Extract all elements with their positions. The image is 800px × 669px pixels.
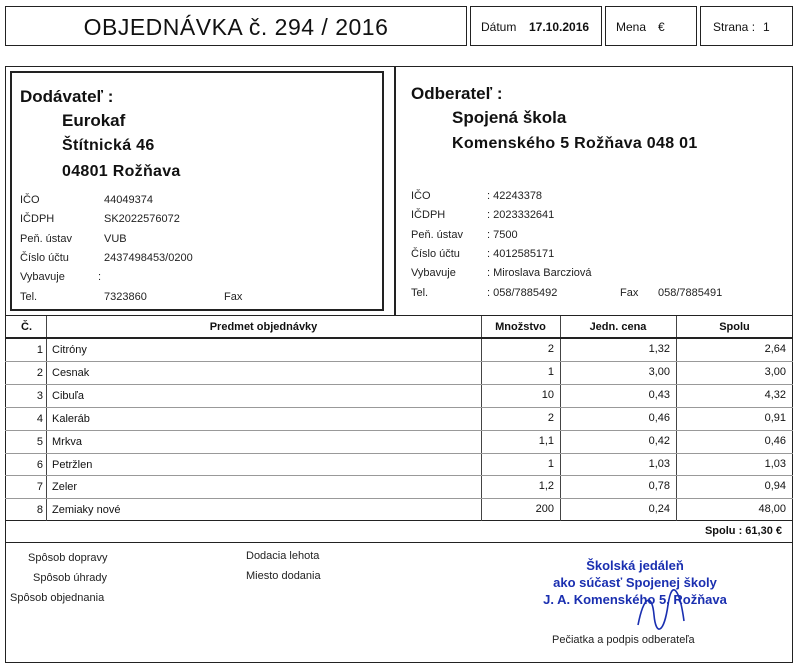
customer-ico-label: IČO [411, 190, 431, 202]
table-row-divider [5, 384, 793, 385]
supplier-city: 04801 Rožňava [62, 163, 181, 180]
supplier-box [10, 71, 384, 311]
row-qty: 1,1 [538, 434, 554, 447]
document-title: OBJEDNÁVKA č. 294 / 2016 [83, 14, 389, 40]
supplier-tel-value: 7323860 [104, 291, 147, 303]
th-price: Jedn. cena [589, 321, 647, 333]
supplier-street: Štítnická 46 [62, 137, 155, 154]
customer-ico-value: : 42243378 [487, 190, 543, 202]
col-divider-no [46, 316, 47, 521]
customer-contact-value: : Miroslava Barcziová [487, 267, 592, 279]
row-qty: 1 [547, 365, 554, 378]
row-total: 4,32 [764, 388, 786, 401]
row-qty: 1 [547, 457, 554, 470]
supplier-name: Eurokaf [62, 111, 126, 130]
row-total: 0,94 [764, 480, 786, 493]
row-item: Cesnak [52, 366, 90, 379]
row-price: 0,43 [648, 388, 670, 401]
page-label: Strana : [713, 20, 756, 34]
customer-bank-label: Peň. ústav [411, 229, 463, 241]
parties-divider [394, 66, 396, 316]
customer-tel-value: : 058/7885492 [487, 287, 558, 299]
customer-heading: Odberateľ : [411, 84, 503, 103]
payment-label: Spôsob úhrady [33, 572, 107, 584]
stamp-line-2: ako súčasť Spojenej školy [553, 575, 717, 590]
customer-contact-label: Vybavuje [411, 267, 456, 279]
row-total: 0,46 [764, 434, 786, 447]
supplier-heading: Dodávateľ : [20, 87, 114, 106]
order-method-label: Spôsob objednania [10, 592, 105, 604]
th-qty: Množstvo [495, 321, 546, 333]
row-item: Kaleráb [52, 412, 90, 425]
table-row-divider [5, 361, 793, 362]
row-item: Cibuľa [52, 389, 84, 402]
customer-account-label: Číslo účtu [411, 248, 460, 260]
transport-label: Spôsob dopravy [28, 552, 108, 564]
row-no: 6 [36, 458, 43, 471]
grand-total: Spolu : 61,30 € [704, 525, 782, 537]
table-row-divider [5, 430, 793, 431]
row-price: 0,46 [648, 411, 670, 424]
row-total: 2,64 [764, 343, 786, 355]
row-qty: 1,2 [538, 480, 554, 493]
row-price: 1,32 [648, 343, 670, 355]
row-qty: 2 [547, 343, 554, 355]
row-qty: 200 [535, 503, 554, 516]
row-qty: 2 [547, 411, 554, 424]
customer-fax-label: Fax [620, 287, 639, 299]
table-row-divider [5, 407, 793, 408]
header-divider [5, 337, 793, 339]
row-item: Citróny [52, 344, 87, 356]
row-qty: 10 [541, 388, 554, 401]
date-cell [470, 6, 602, 46]
row-price: 0,24 [648, 503, 670, 516]
grand-total-box [5, 521, 793, 543]
signature-label: Pečiatka a podpis odberateľa [552, 634, 695, 646]
row-item: Mrkva [52, 435, 82, 448]
row-price: 0,42 [648, 434, 670, 447]
customer-fax-value: 058/7885491 [658, 287, 723, 299]
page-cell [700, 6, 793, 46]
customer-icdph-value: : 2023332641 [487, 209, 555, 221]
row-item: Petržlen [52, 458, 93, 471]
row-price: 0,78 [648, 480, 670, 493]
table-row-divider [5, 453, 793, 454]
supplier-contact-label: Vybavuje [20, 271, 65, 283]
title-box [5, 6, 467, 46]
th-no: Č. [21, 321, 32, 333]
page-value: 1 [763, 20, 770, 34]
customer-icdph-label: IČDPH [411, 209, 446, 221]
row-no: 4 [36, 412, 43, 425]
table-row-divider [5, 498, 793, 499]
delivery-term-label: Dodacia lehota [246, 550, 320, 562]
row-no: 8 [36, 504, 43, 517]
currency-value: € [658, 20, 665, 34]
stamp-line-3: J. A. Komenského 5, Rožňava [543, 592, 727, 607]
supplier-ico-label: IČO [20, 194, 40, 206]
supplier-tel-label: Tel. [20, 291, 38, 303]
signature-icon [630, 585, 690, 635]
stamp-line-1: Školská jedáleň [586, 558, 684, 573]
date-value: 17.10.2016 [529, 20, 590, 34]
row-total: 48,00 [758, 503, 786, 516]
items-table [5, 316, 793, 521]
row-item: Zeler [52, 481, 78, 494]
customer-tel-label: Tel. [411, 287, 429, 299]
currency-label: Mena [616, 20, 647, 34]
row-item: Zemiaky nové [52, 504, 121, 517]
customer-address: Komenského 5 Rožňava 048 01 [452, 135, 698, 152]
customer-bank-value: : 7500 [487, 229, 518, 241]
row-no: 1 [36, 344, 43, 356]
supplier-bank-value: VUB [104, 233, 127, 245]
table-row-divider [5, 475, 793, 476]
customer-account-value: : 4012585171 [487, 248, 555, 260]
delivery-place-label: Miesto dodania [246, 570, 321, 582]
row-no: 3 [36, 389, 43, 402]
row-price: 1,03 [648, 457, 670, 470]
row-price: 3,00 [648, 365, 670, 378]
supplier-ico-value: 44049374 [104, 194, 153, 206]
customer-name: Spojená škola [452, 108, 567, 127]
row-no: 5 [36, 435, 43, 448]
currency-cell [605, 6, 697, 46]
date-label: Dátum [481, 20, 517, 34]
row-total: 0,91 [764, 411, 786, 424]
supplier-icdph-label: IČDPH [20, 213, 55, 225]
supplier-bank-label: Peň. ústav [20, 233, 72, 245]
supplier-fax-label: Fax [224, 291, 243, 303]
supplier-contact-value: : [98, 271, 102, 283]
row-total: 1,03 [764, 457, 786, 470]
supplier-account-value: 2437498453/0200 [104, 252, 193, 264]
supplier-account-label: Číslo účtu [20, 252, 69, 264]
th-total: Spolu [719, 321, 750, 333]
row-no: 2 [36, 366, 43, 379]
supplier-icdph-value: SK2022576072 [104, 213, 180, 225]
th-item: Predmet objednávky [209, 321, 318, 333]
row-total: 3,00 [764, 365, 786, 378]
row-no: 7 [36, 481, 43, 494]
